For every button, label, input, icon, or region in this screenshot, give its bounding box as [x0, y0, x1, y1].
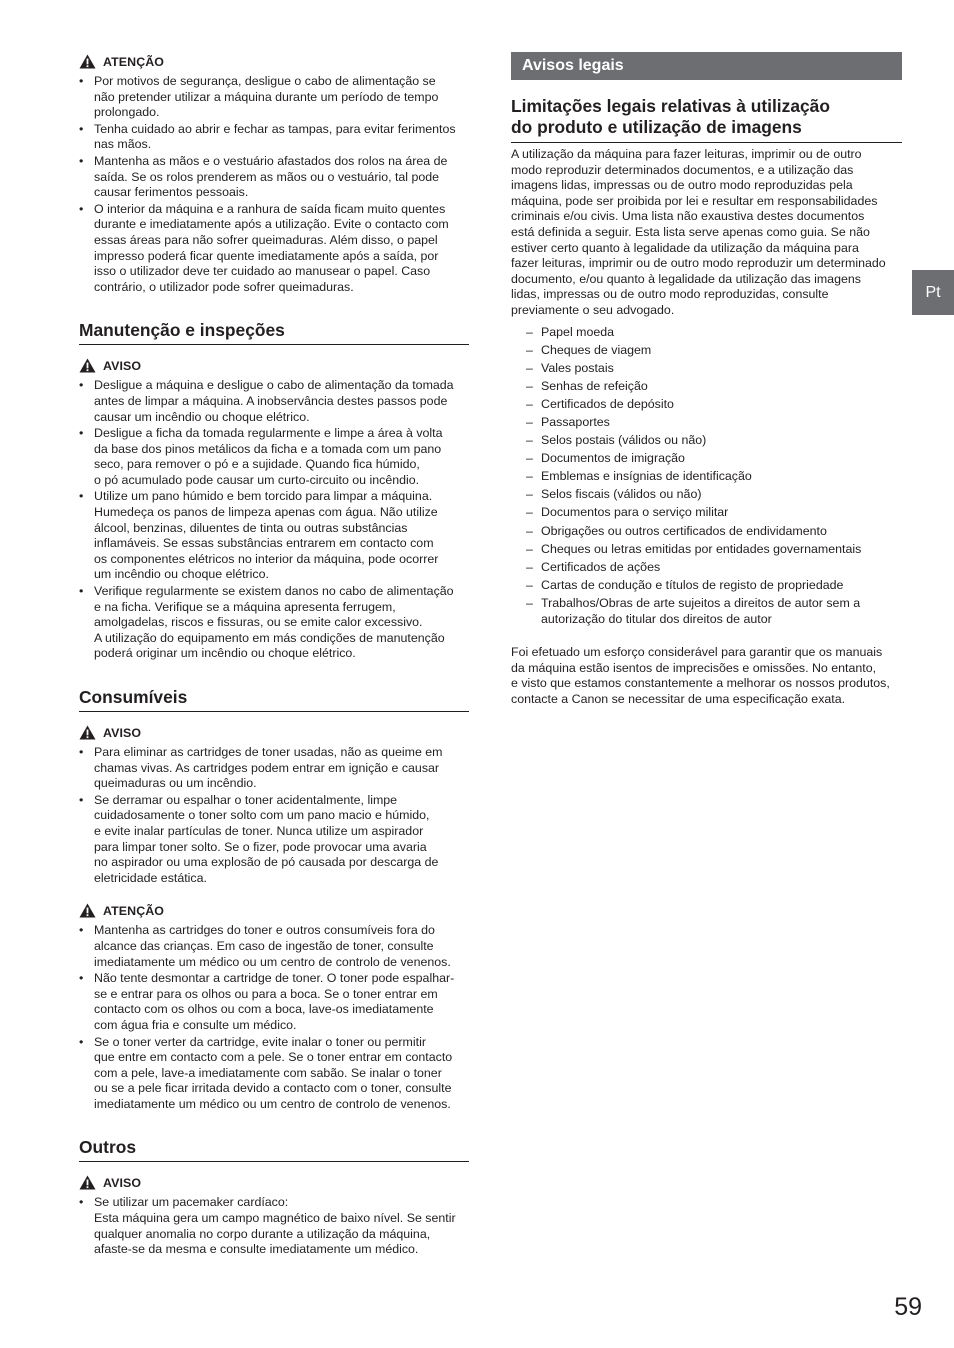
list-item: • Desligue a ficha da tomada regularmente e limpe a área à volta da base dos pinos metálicos da ficha e a tomada com um pano seco, para remover o pó e a sujidade. Quando fica húmido, o pó acumulado pode causar um curto-circuito ou incêndio.: [79, 426, 469, 488]
list-item: – Selos fiscais (válidos ou não): [526, 487, 902, 503]
list-item: – Cartas de condução e títulos de registo de propriedade: [526, 578, 902, 594]
list-item: • Não tente desmontar a cartridge de toner. O toner pode espalhar- se e entrar para os olhos ou para a boca. Se o toner entrar em contacto com os olhos ou com a boca, lave-os imediatamente com água fria e consulte um médico.: [79, 971, 469, 1033]
list-item: – Trabalhos/Obras de arte sujeitos a direitos de autor sem a autorização do titular dos direitos de autor: [526, 596, 902, 627]
list-item: – Certificados de depósito: [526, 397, 902, 413]
warning-heading: [79, 1174, 469, 1191]
warning-triangle-icon: [79, 725, 96, 740]
list-item: • Utilize um pano húmido e bem torcido para limpar a máquina. Humedeça os panos de limpeza apenas com água. Não utilize álcool, benzinas, diluentes de tinta ou outras substâncias inflamáveis. Se essas substâncias entrarem em contacto com os componentes elétricos no interior da máquina, pode ocorrer um incêndio ou choque elétrico.: [79, 489, 469, 583]
caution-list: [79, 74, 469, 295]
list-item: • Para eliminar as cartridges de toner usadas, não as queime em chamas vivas. As cartridges podem entrar em ignição e causar queimaduras ou um incêndio.: [79, 745, 469, 792]
section-title-others: Outros: [79, 1136, 469, 1162]
warning-heading: [79, 724, 469, 741]
list-item: – Certificados de ações: [526, 560, 902, 576]
warning-list: [79, 745, 469, 886]
list-item: – Papel moeda: [526, 325, 902, 341]
list-item: • Tenha cuidado ao abrir e fechar as tampas, para evitar ferimentos nas mãos.: [79, 122, 469, 153]
section-title-consumables: Consumíveis: [79, 686, 469, 712]
list-item: – Cheques de viagem: [526, 343, 902, 359]
list-item: • O interior da máquina e a ranhura de saída ficam muito quentes durante e imediatamente após a utilização. Evite o contacto com essas áreas para não sofrer queimaduras. Além disso, o papel impresso poderá ficar quente imediatamente após a saída, por isso o utilizador deve ter cuidado ao manusear o papel. Caso contrário, o utilizador pode sofrer queimaduras.: [79, 202, 469, 296]
legal-title: Limitações legais relativas à utilização do produto e utilização de imagens: [511, 96, 902, 143]
list-item: – Vales postais: [526, 361, 902, 377]
warning-triangle-icon: [79, 1175, 96, 1190]
list-item: – Emblemas e insígnias de identificação: [526, 469, 902, 485]
list-item: – Senhas de refeição: [526, 379, 902, 395]
list-item: – Passaportes: [526, 415, 902, 431]
language-tab: Pt: [912, 270, 954, 315]
warning-list: [79, 1195, 469, 1257]
list-item: • Mantenha as cartridges do toner e outros consumíveis fora do alcance das crianças. Em caso de ingestão de toner, consulte imediatamente um médico ou um centro de controlo de venenos.: [79, 923, 469, 970]
left-column: [79, 53, 469, 1259]
page-number: 59: [894, 1293, 922, 1321]
list-item: – Documentos de imigração: [526, 451, 902, 467]
warning-triangle-icon: [79, 903, 96, 918]
caution-list: [79, 923, 469, 1112]
warning-label: AVISO: [103, 1175, 142, 1190]
list-item: • Se utilizar um pacemaker cardíaco: Esta máquina gera um campo magnético de baixo nível. Se sentir qualquer anomalia no corpo durante a utilização da máquina, afaste-se da mesma e consulte imediatamente um médico.: [79, 1195, 469, 1257]
list-item: • Desligue a máquina e desligue o cabo de alimentação da tomada antes de limpar a máquina. A inobservância destes passos pode causar um incêndio ou choque elétrico.: [79, 378, 469, 425]
caution-label: ATENÇÃO: [103, 903, 165, 918]
warning-label: AVISO: [103, 725, 142, 740]
document-list: [526, 325, 902, 628]
list-item: – Selos postais (válidos ou não): [526, 433, 902, 449]
caution-heading: [79, 902, 469, 919]
section-title-maintenance: Manutenção e inspeções: [79, 319, 469, 345]
warning-label: AVISO: [103, 358, 142, 373]
closing-paragraph: Foi efetuado um esforço considerável para garantir que os manuais da máquina estão isentos de imprecisões e omissões. No entanto, e visto que estamos constantemente a melhorar os nossos produtos, contacte a Canon se necessitar de uma especificação exata.: [511, 645, 890, 706]
warning-triangle-icon: [79, 358, 96, 373]
warning-triangle-icon: [79, 54, 96, 69]
list-item: • Se derramar ou espalhar o toner acidentalmente, limpe cuidadosamente o toner solto com um pano macio e húmido, e evite inalar partículas de toner. Nunca utilize um aspirador para limpar toner solto. Se o fizer, pode provocar uma avaria no aspirador ou uma explosão de pó causada por descarga de eletricidade estática.: [79, 793, 469, 887]
warning-heading: [79, 357, 469, 374]
list-item: • Verifique regularmente se existem danos no cabo de alimentação e na ficha. Verifique se a máquina apresenta ferrugem, amolgadelas, riscos e fissuras, ou se emite calor excessivo. A utilização do equipamento em más condições de manutenção poderá originar um incêndio ou choque elétrico.: [79, 584, 469, 662]
section-banner: Avisos legais: [511, 52, 902, 80]
list-item: • Se o toner verter da cartridge, evite inalar o toner ou permitir que entre em contacto com a pele. Se o toner entrar em contacto com a pele, lave-a imediatamente com sabão. Se inalar o toner ou se a pele ficar irritada devido a contacto com o toner, consulte imediatamente um médico ou um centro de controlo de venenos.: [79, 1035, 469, 1113]
legal-intro: A utilização da máquina para fazer leituras, imprimir ou de outro modo reproduzir determinados documentos, e a utilização das imagens lidas, impressas ou de outro modo reproduzidas pela máquina, pode ser proibida por lei e resultar em responsabilidades criminais e/ou civis. Uma lista não exaustiva destes documentos está definida a seguir. Esta lista serve apenas como guia. Se não estiver certo quanto à legalidade da utilização da máquina para fazer leituras, imprimir ou de outro modo reproduzir um determinado documento, e/ou quanto à legalidade da utilização das imagens lidas, impressas ou de outro modo reproduzidas, consulte previamente o seu advogado.: [511, 147, 886, 317]
caution-heading: [79, 53, 469, 70]
caution-label: ATENÇÃO: [103, 54, 165, 69]
right-column: [511, 52, 902, 708]
list-item: – Documentos para o serviço militar: [526, 505, 902, 521]
list-item: • Por motivos de segurança, desligue o cabo de alimentação se não pretender utilizar a máquina durante um período de tempo prolongado.: [79, 74, 469, 121]
warning-list: [79, 378, 469, 662]
list-item: • Mantenha as mãos e o vestuário afastados dos rolos na área de saída. Se os rolos prenderem as mãos ou o vestuário, tal pode causar ferimentos pessoais.: [79, 154, 469, 201]
list-item: – Cheques ou letras emitidas por entidades governamentais: [526, 542, 902, 558]
list-item: – Obrigações ou outros certificados de endividamento: [526, 524, 902, 540]
